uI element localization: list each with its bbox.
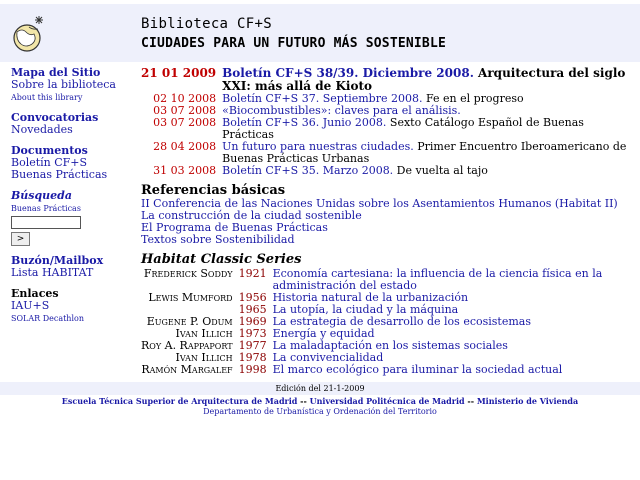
sidebar-iaus-link[interactable]: IAU+S [11,299,50,312]
habitat-title-link[interactable]: La convivencialidad [272,351,384,364]
news-description: Arquitectura del siglo XXI: más allá de Kioto [222,66,626,93]
habitat-heading: Habitat Classic Series [141,252,302,267]
sidebar-about-en-link[interactable]: About this library [11,93,83,102]
edition-date: Edición del 21-1-2009 [275,384,365,393]
sidebar-documents-link[interactable]: Documentos [11,144,88,157]
search-input[interactable] [11,216,81,229]
search-button[interactable]: > [11,232,30,246]
sidebar-best-practices-link[interactable]: Buenas Prácticas [11,168,108,181]
habitat-year: 1973 [238,327,267,340]
sidebar-habitat-list-link[interactable]: Lista HABITAT [11,266,94,279]
institution-links [0,396,640,407]
separator: -- [297,396,310,406]
habitat-author: Ivan Illich [175,351,233,364]
news-link[interactable]: «Biocombustibles»: claves para el análisis. [222,104,461,117]
news-link[interactable]: Boletín CF+S 36. Junio 2008. [222,116,387,129]
sidebar-calls-link[interactable]: Convocatorias [11,111,99,124]
habitat-author: Roy A. Rappaport [141,339,233,352]
sidebar-site-map-link[interactable]: Mapa del Sitio [11,66,101,79]
news-date: 28 04 2008 [153,140,217,153]
habitat-author: Frederick Soddy [143,267,233,280]
habitat-title-link[interactable]: Economía cartesiana: la influencia de la ciencia física en la administración del estado [272,267,603,292]
news-date: 03 07 2008 [153,116,217,129]
habitat-author: Eugene P. Odum [146,315,233,328]
department-link[interactable]: Departamento de Urbanística y Ordenación del Territorio [203,407,437,416]
news-link[interactable]: Boletín CF+S 38/39. Diciembre 2008. [222,66,474,80]
page-header [0,4,640,62]
ministry-link[interactable]: Ministerio de Vivienda [476,396,579,406]
separator: -- [464,396,477,406]
habitat-author: Lewis Mumford [148,291,233,304]
habitat-author: Ivan Illich [175,327,233,340]
sidebar-bulletin-link[interactable]: Boletín CF+S [11,156,88,169]
ref-link[interactable]: II Conferencia de las Naciones Unidas sobre los Asentamientos Humanos (Habitat II) [141,197,618,210]
page-title: Biblioteca CF+S [141,16,272,32]
habitat-year: 1977 [238,339,267,352]
habitat-year: 1921 [238,267,267,280]
ref-link[interactable]: Textos sobre Sostenibilidad [141,233,295,246]
news-date: 31 03 2008 [153,164,217,177]
sidebar-news-link[interactable]: Novedades [11,123,73,136]
school-link[interactable]: Escuela Técnica Superior de Arquitectura de Madrid [61,396,298,406]
sidebar-about-link[interactable]: Sobre la biblioteca [11,78,116,91]
habitat-row [141,364,633,376]
habitat-title-link[interactable]: Historia natural de la urbanización [272,291,469,304]
news-description: De vuelta al tajo [393,164,488,177]
news-link[interactable]: Boletín CF+S 37. Septiembre 2008. [222,92,423,105]
news-list [141,67,633,177]
main-content [141,67,633,376]
edition-bar [0,382,640,395]
ref-link[interactable]: El Programa de Buenas Prácticas [141,221,328,234]
habitat-title-link[interactable]: La maladaptación en los sistemas sociales [272,339,508,352]
sidebar-links-heading: Enlaces [11,287,59,300]
news-description: Primer Encuentro Iberoamericano de Buenas Prácticas Urbanas [222,140,627,165]
habitat-author: Ramón Margalef [141,363,233,376]
habitat-title-link[interactable]: La utopía, la ciudad y la máquina [272,303,459,316]
habitat-year: 1998 [238,363,267,376]
news-link[interactable]: Boletín CF+S 35. Marzo 2008. [222,164,394,177]
page-subtitle: CIUDADES PARA UN FUTURO MÁS SOSTENIBLE [141,36,447,51]
university-link[interactable]: Universidad Politécnica de Madrid [309,396,465,406]
sidebar-mailbox-link[interactable]: Buzón/Mailbox [11,254,104,267]
habitat-year: 1969 [238,315,267,328]
globe-sun-logo-icon[interactable] [12,14,46,54]
habitat-row [141,268,633,292]
department-line [0,407,640,417]
news-item [141,117,633,141]
sidebar [11,67,136,333]
habitat-year: 1965 [238,303,267,316]
habitat-year: 1956 [238,291,267,304]
news-item [141,67,633,93]
sidebar-solar-decathlon-link[interactable]: SOLAR Decathlon [11,314,84,323]
news-item [141,165,633,177]
news-date: 21 01 2009 [141,66,217,80]
habitat-title-link[interactable]: La estrategia de desarrollo de los ecosistemas [272,315,531,328]
sidebar-search-link[interactable]: Búsqueda [11,189,72,202]
habitat-list [141,268,633,376]
news-date: 02 10 2008 [153,92,217,105]
refs-heading: Referencias básicas [141,183,286,198]
habitat-year: 1978 [238,351,267,364]
refs-list [141,198,633,246]
habitat-title-link[interactable]: El marco ecológico para iluminar la sociedad actual [272,363,563,376]
news-link[interactable]: Un futuro para nuestras ciudades. [222,140,414,153]
habitat-title-link[interactable]: Energía y equidad [272,327,375,340]
news-date: 03 07 2008 [153,104,217,117]
ref-link[interactable]: La construcción de la ciudad sostenible [141,209,362,222]
news-description: Sexto Catálogo Español de Buenas Prácticas [222,116,584,141]
news-item [141,141,633,165]
search-scope-label: Buenas Prácticas [11,204,81,213]
news-description: Fe en el progreso [422,92,524,105]
